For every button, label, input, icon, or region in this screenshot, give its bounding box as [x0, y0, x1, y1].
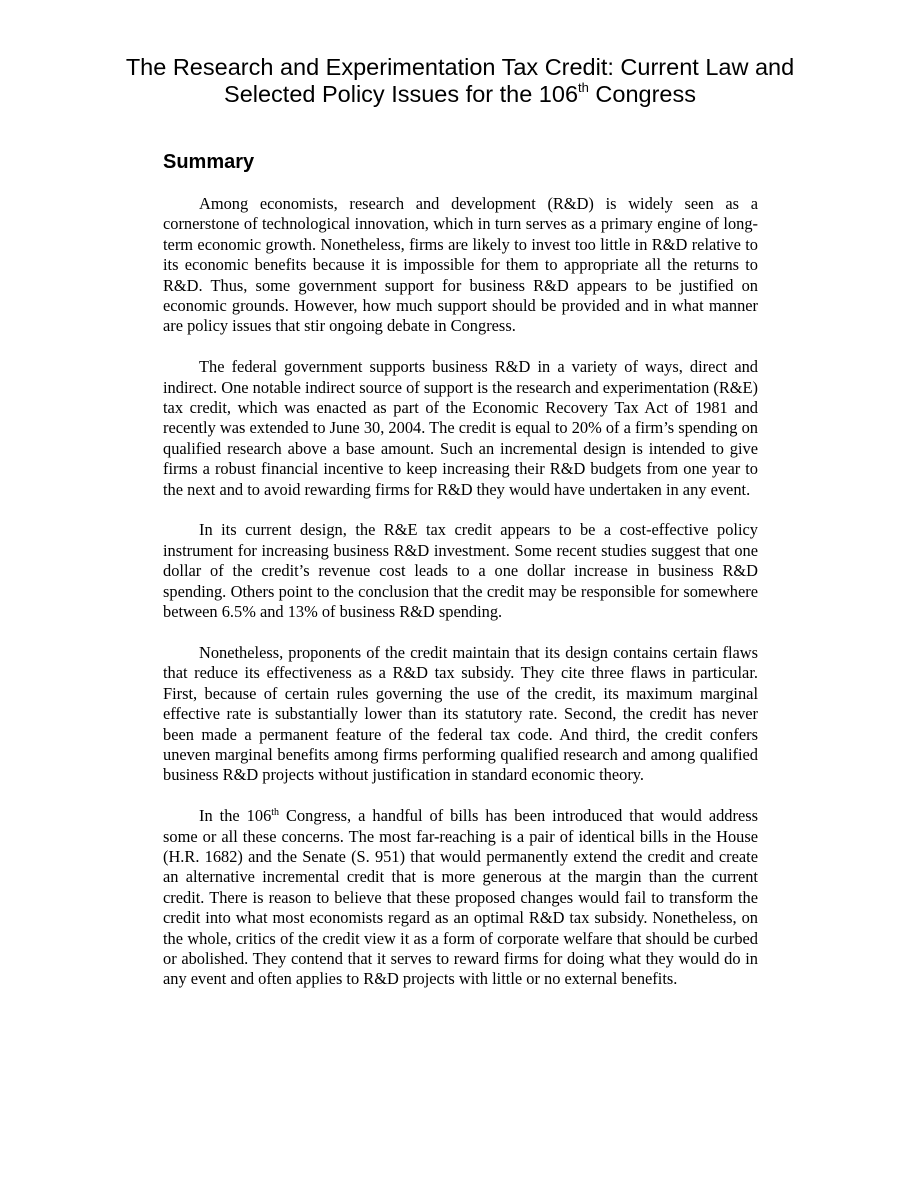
- title-text-end: Congress: [588, 81, 696, 107]
- title-superscript: th: [578, 80, 589, 95]
- summary-paragraph-1: Among economists, research and development (R&D) is widely seen as a cornerstone of technological innovation, which in turn serves as a primary engine of long-term economic growth. Nonetheless, firms are likely to invest too little in R&D relative to its economic benefits because it is impossible for them to appropriate all the returns to R&D. Thus, some government support for business R&D appears to be justified on economic grounds. However, how much support should be provided and in what manner are policy issues that stir ongoing debate in Congress.: [163, 194, 758, 336]
- summary-paragraph-5: [163, 806, 758, 990]
- paragraph-5-superscript: th: [271, 807, 280, 819]
- summary-paragraph-4: Nonetheless, proponents of the credit maintain that its design contains certain flaws that reduce its effectiveness as a R&D tax subsidy. They cite three flaws in particular. First, because of certain rules governing the use of the credit, its maximum marginal effective rate is substantially lower than its statutory rate. Second, the credit has never been made a permanent feature of the federal tax code. And third, the credit confers uneven marginal benefits among firms performing qualified research and among qualified business R&D projects without justification in standard economic theory.: [163, 642, 758, 785]
- title-text-main: The Research and Experimentation Tax Credit: Current Law and Selected Policy Issues for the 106: [125, 54, 795, 107]
- paragraph-5-rest: Congress, a handful of bills has been introduced that would address some or all these concerns. The most far-reaching is a pair of identical bills in the House (H.R. 1682) and the Senate (S. 951) that would permanently extend the credit and create an alternative incremental credit that is more generous at the margin than the current credit. There is reason to believe that these proposed changes would fail to transform the credit into what most economists regard as an optimal R&D tax subsidy. Nonetheless, on the whole, critics of the credit view it as a form of corporate welfare that should be curbed or abolished. They contend that it serves to reward firms for doing what they would do in any event and often applies to R&D projects with little or no external benefits.: [163, 806, 758, 989]
- paragraph-5-lead: In the 106: [199, 806, 272, 826]
- summary-body: [163, 194, 758, 1010]
- summary-heading: Summary: [163, 151, 255, 173]
- summary-paragraph-3: In its current design, the R&E tax credit appears to be a cost-effective policy instrument for increasing business R&D investment. Some recent studies suggest that one dollar of the credit’s revenue cost leads to a one dollar increase in business R&D spending. Others point to the conclusion that the credit may be responsible for somewhere between 6.5% and 13% of business R&D spending.: [163, 520, 758, 622]
- summary-paragraph-2: The federal government supports business R&D in a variety of ways, direct and indirect. One notable indirect source of support is the research and experimentation (R&E) tax credit, which was enacted as part of the Economic Recovery Tax Act of 1981 and recently was extended to June 30, 2004. The credit is equal to 20% of a firm’s spending on qualified research above a base amount. Such an incremental design is intended to give firms a robust financial incentive to keep increasing their R&D budgets from one year to the next and to avoid rewarding firms for R&D they would have undertaken in any event.: [163, 357, 758, 499]
- document-title: [120, 54, 800, 108]
